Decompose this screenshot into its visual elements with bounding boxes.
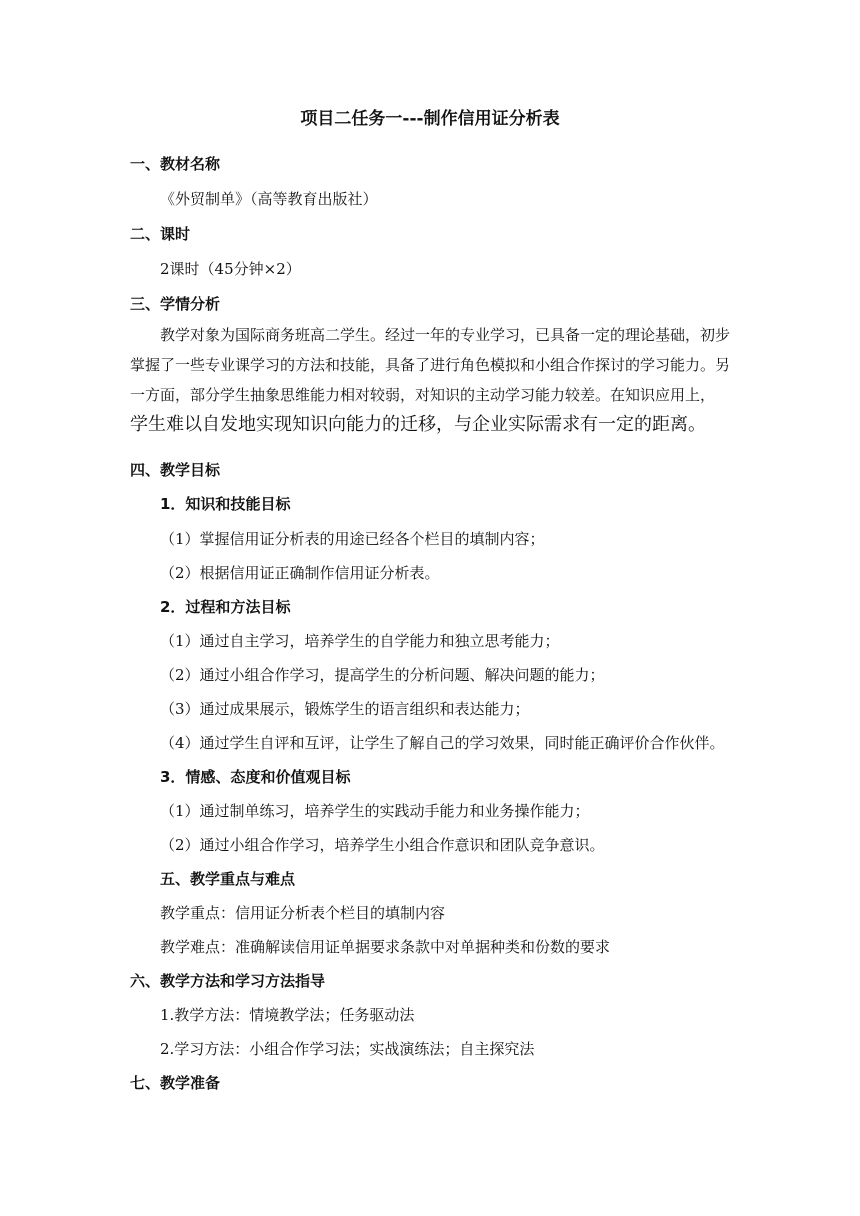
goal-2-item: （1）通过自主学习，培养学生的自学能力和独立思考能力； (160, 632, 560, 650)
section-7-heading: 七、教学准备 (130, 1074, 221, 1092)
teaching-key-point: 教学重点：信用证分析表个栏目的填制内容 (160, 904, 446, 922)
section-4-heading: 四、教学目标 (130, 461, 221, 479)
teaching-method: 1.教学方法：情境教学法；任务驱动法 (160, 1006, 415, 1024)
paragraph-line: 一方面，部分学生抽象思维能力相对较弱，对知识的主动学习能力较差。在知识应用上， (130, 386, 716, 404)
section-6-heading: 六、教学方法和学习方法指导 (130, 972, 326, 990)
goal-1-item: （2）根据信用证正确制作信用证分析表。 (160, 564, 440, 582)
goal-1-item: （1）掌握信用证分析表的用途已经各个栏目的填制内容； (160, 530, 545, 548)
section-3-heading: 三、学情分析 (130, 295, 221, 313)
goal-3-item: （1）通过制单练习，培养学生的实践动手能力和业务操作能力； (160, 802, 590, 820)
textbook-name: 《外贸制单》（高等教育出版社） (160, 190, 378, 208)
goal-3-item: （2）通过小组合作学习，培养学生小组合作意识和团队竞争意识。 (160, 836, 605, 854)
goal-2-item: （3）通过成果展示，锻炼学生的语言组织和表达能力； (160, 700, 530, 718)
paragraph-line: 教学对象为国际商务班高二学生。经过一年的专业学习，已具备一定的理论基础，初步 (160, 326, 731, 344)
learning-method: 2.学习方法：小组合作学习法；实战演练法；自主探究法 (160, 1040, 535, 1058)
learner-analysis-paragraph (130, 320, 730, 440)
goal-3-heading: 3．情感、态度和价值观目标 (160, 768, 351, 786)
paragraph-line: 掌握了一些专业课学习的方法和技能，具备了进行角色模拟和小组合作探讨的学习能力。另 (130, 356, 731, 374)
teaching-difficult-point: 教学难点：准确解读信用证单据要求条款中对单据种类和份数的要求 (160, 938, 611, 956)
paragraph-line: 学生难以自发地实现知识向能力的迁移，与企业实际需求有一定的距离。 (130, 414, 706, 435)
section-2-heading: 二、课时 (130, 225, 191, 243)
goal-2-item: （2）通过小组合作学习，提高学生的分析问题、解决问题的能力； (160, 666, 605, 684)
goal-2-heading: 2．过程和方法目标 (160, 598, 291, 616)
class-hours: 2课时（45分钟×2） (160, 260, 301, 278)
goal-1-heading: 1．知识和技能目标 (160, 495, 291, 513)
section-5-heading: 五、教学重点与难点 (160, 870, 296, 888)
section-1-heading: 一、教材名称 (130, 155, 221, 173)
document-title: 项目二任务一---制作信用证分析表 (300, 109, 560, 129)
goal-2-item: （4）通过学生自评和互评，让学生了解自己的学习效果，同时能正确评价合作伙伴。 (160, 734, 725, 752)
